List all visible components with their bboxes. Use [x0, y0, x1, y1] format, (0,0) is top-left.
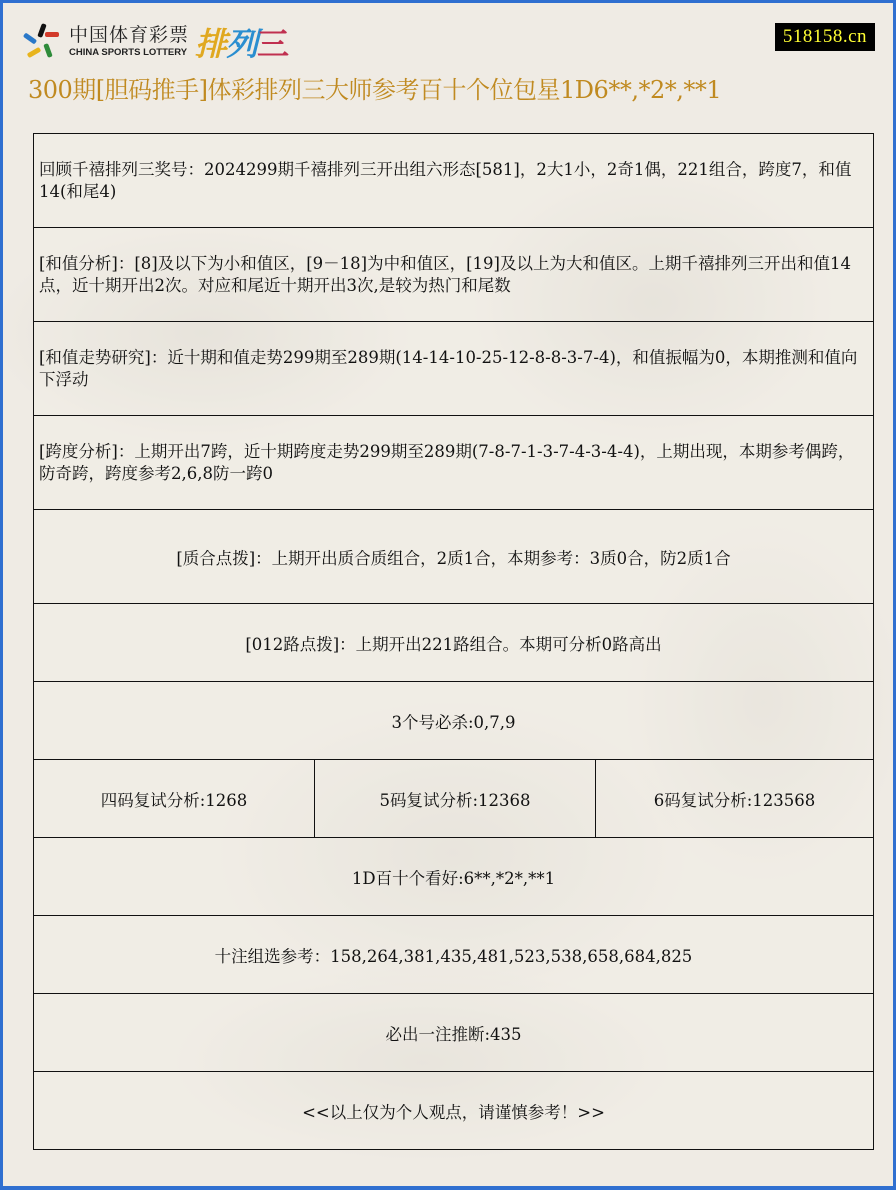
route-012-cell: [012路点拨]：上期开出221路组合。本期可分析0路高出	[34, 604, 874, 682]
table-row	[34, 416, 874, 510]
table-row	[34, 322, 874, 416]
table-row	[34, 1072, 874, 1150]
four-code-cell: 四码复试分析:1268	[34, 760, 315, 838]
logo-text	[69, 26, 189, 58]
must-pick-cell: 必出一注推断:435	[34, 994, 874, 1072]
table-row	[34, 994, 874, 1072]
logo-brand-cn: 中国体育彩票	[69, 24, 190, 47]
six-code-cell: 6码复试分析:123568	[596, 760, 874, 838]
table-row	[34, 682, 874, 760]
ten-picks-cell: 十注组选参考：158,264,381,435,481,523,538,658,684,825	[34, 916, 874, 994]
span-analysis-cell: [跨度分析]：上期开出7跨，近十期跨度走势299期至289期(7-8-7-1-3-7-4-3-4-4)，上期出现，本期参考偶跨，防奇跨，跨度参考2,6,8防一跨0	[34, 416, 874, 510]
sum-analysis-cell: [和值分析]：[8]及以下为小和值区，[9－18]为中和值区，[19]及以上为大和值区。上期千禧排列三开出和值14点，近十期开出2次。对应和尾近十期开出3次,是较为热门和尾数	[34, 228, 874, 322]
table-row	[34, 228, 874, 322]
page-title: 300期[胆码推手]体彩排列三大师参考百十个位包星1D6**,*2*,**1	[28, 76, 722, 104]
site-badge: 518158.cn	[775, 23, 875, 51]
five-code-cell: 5码复试分析:12368	[315, 760, 596, 838]
table-row	[34, 760, 874, 838]
table-row	[34, 838, 874, 916]
logo-game-char-2: 列	[226, 25, 258, 63]
logo-brand-en: CHINA SPORTS LOTTERY	[69, 47, 188, 59]
kill-numbers-cell: 3个号必杀:0,7,9	[34, 682, 874, 760]
sum-trend-cell: [和值走势研究]：近十期和值走势299期至289期(14-14-10-25-12-8-8-3-7-4)，和值振幅为0，本期推测和值向下浮动	[34, 322, 874, 416]
position-pick-cell: 1D百十个看好:6**,*2*,**1	[34, 838, 874, 916]
logo-game-char-3: 三	[257, 25, 289, 63]
prime-composite-cell: [质合点拨]：上期开出质合质组合，2质1合，本期参考：3质0合，防2质1合	[34, 510, 874, 604]
review-cell: 回顾千禧排列三奖号：2024299期千禧排列三开出组六形态[581]，2大1小，2奇1偶，221组合，跨度7，和值14(和尾4)	[34, 134, 874, 228]
table-row	[34, 510, 874, 604]
china-sports-lottery-logo	[21, 21, 288, 63]
logo-game-name	[195, 19, 288, 65]
logo-game-char-1: 排	[195, 25, 227, 63]
table-row	[34, 604, 874, 682]
analysis-table	[33, 133, 874, 1150]
disclaimer-cell: <<以上仅为个人观点，请谨慎参考！>>	[34, 1072, 874, 1150]
table-row	[34, 916, 874, 994]
lottery-star-icon	[21, 22, 63, 62]
table-row	[34, 134, 874, 228]
